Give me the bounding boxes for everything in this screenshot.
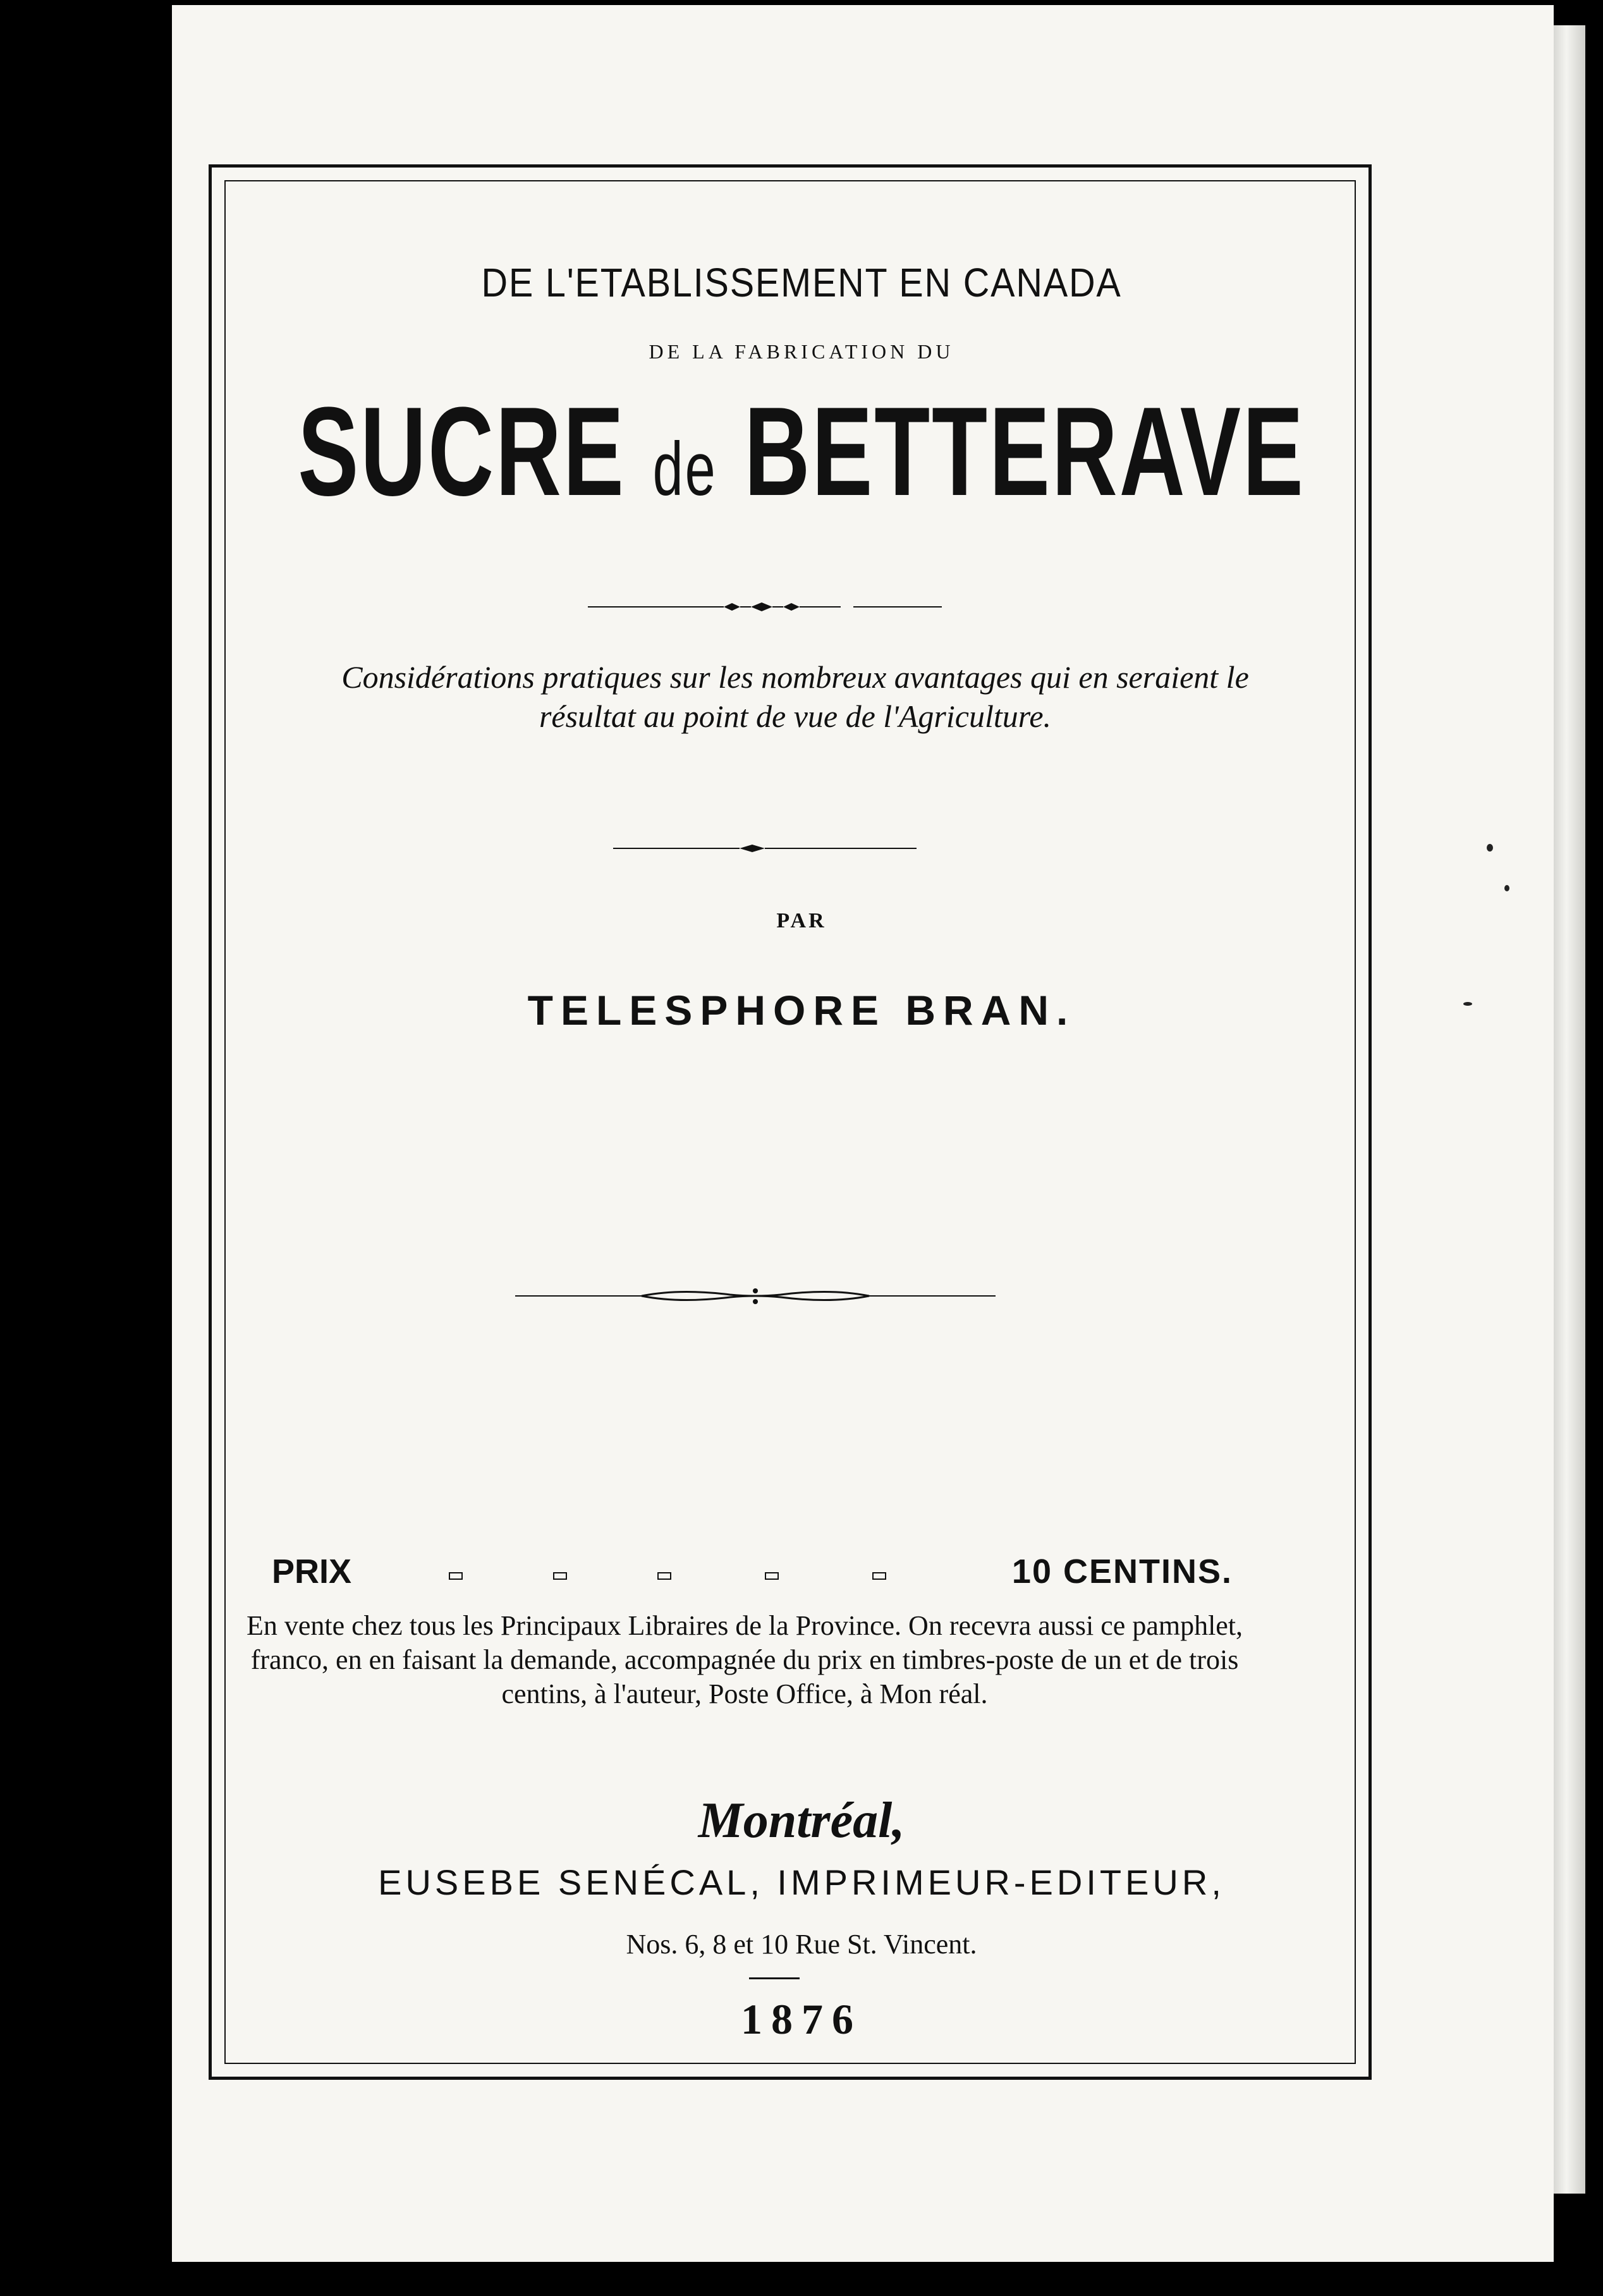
subtitle: Considérations pratiques sur les nombreux avantages qui en seraient le résultat au point de vue de l'Agriculture.	[341, 659, 1249, 734]
imprint-city: Montréal,	[698, 1793, 905, 1848]
ornament-divider-1	[588, 597, 942, 616]
price-value: 10 CENTINS.	[1011, 1553, 1233, 1591]
leader-dash	[553, 1572, 567, 1580]
ornament-divider-2	[613, 841, 917, 856]
scan-speck	[1504, 885, 1509, 891]
imprint-printer: EUSEBE SENÉCAL, IMPRIMEUR-EDITEUR,	[378, 1862, 1225, 1902]
scan-speck	[1463, 1002, 1472, 1006]
author-name: TELESPHORE BRAN.	[527, 987, 1076, 1034]
leader-dash	[449, 1572, 463, 1580]
leader-dash	[657, 1572, 671, 1580]
imprint-year: 1876	[741, 1995, 862, 2043]
price-line	[272, 1552, 1233, 1603]
leader-dash	[872, 1572, 886, 1580]
main-title-betterave: BETTERAVE	[744, 381, 1305, 522]
main-title-de: de	[652, 427, 717, 511]
heading-line-2: DE LA FABRICATION DU	[649, 340, 954, 363]
imprint-address: Nos. 6, 8 et 10 Rue St. Vincent.	[626, 1929, 977, 1960]
by-label: PAR	[776, 909, 827, 932]
price-label: PRIX	[272, 1553, 352, 1591]
main-title	[224, 382, 1379, 539]
scan-speck	[1487, 844, 1493, 852]
heading-line-1: DE L'ETABLISSEMENT EN CANADA	[481, 260, 1122, 305]
sale-information: En vente chez tous les Principaux Libraires de la Province. On recevra aussi ce pamphlet, franco, en en faisant la demande, accompagnée du prix en timbres-poste de un et de trois centins, à l'auteur, Poste Office, à Mon réal.	[246, 1610, 1243, 1709]
year-rule	[749, 1977, 800, 1979]
ornament-divider-3	[515, 1285, 996, 1307]
main-title-sucre: SUCRE	[298, 381, 626, 522]
leader-dash	[765, 1572, 779, 1580]
